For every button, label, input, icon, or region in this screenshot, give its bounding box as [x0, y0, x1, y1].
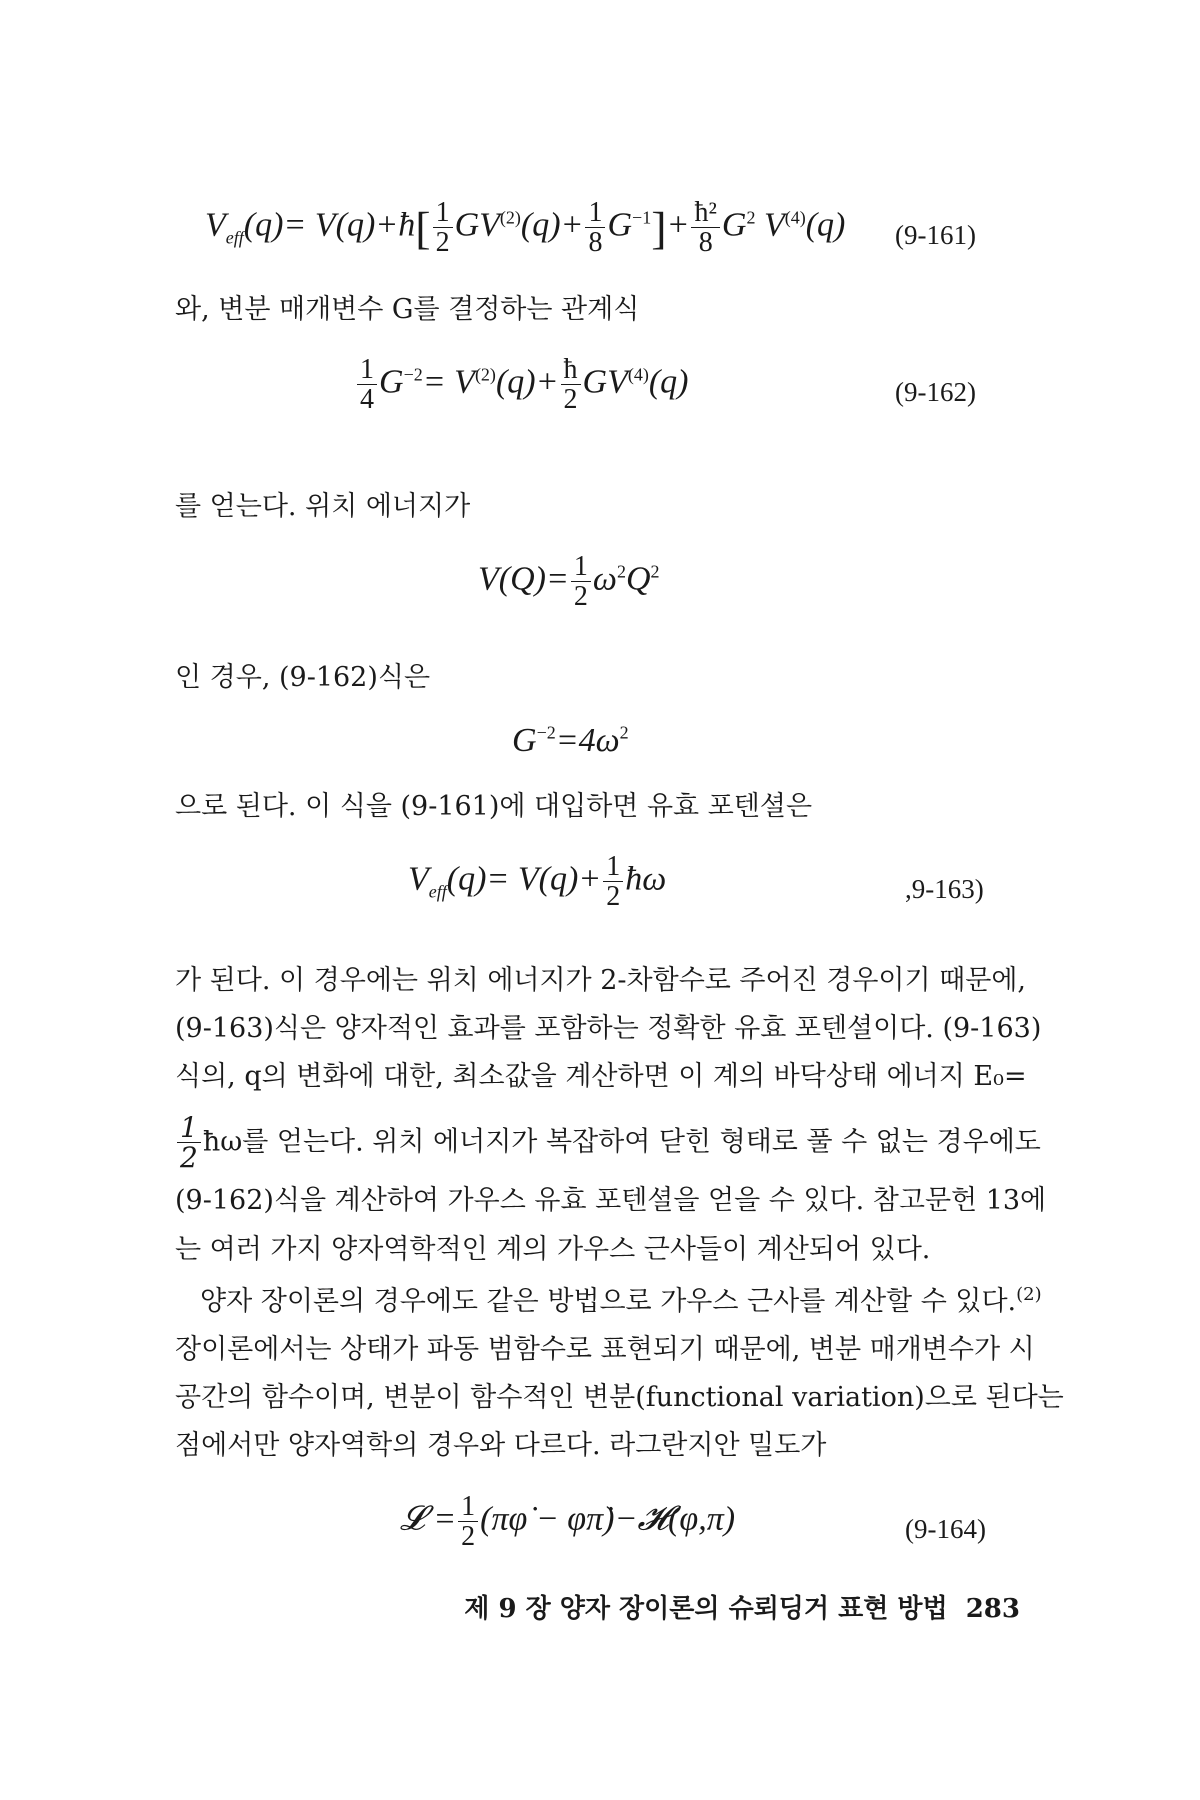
eq-fraction: [691, 198, 719, 258]
fraction-numerator: ħ²: [691, 198, 719, 228]
body-text-line: [175, 1111, 1041, 1175]
eq-number-value: 9-163): [911, 874, 984, 904]
fraction-denominator: 2: [563, 384, 578, 416]
equation-9-164-body: [400, 1492, 735, 1552]
eq-superscript: −2: [536, 722, 556, 743]
inline-fraction: [177, 1113, 201, 1173]
equation-number: (9-164): [905, 1514, 986, 1544]
eq-term: (q)= V(q)+ħ: [243, 206, 416, 244]
body-text-line: 인 경우, (9-162)식은: [175, 662, 431, 693]
fraction-denominator: 4: [360, 384, 374, 416]
chapter-title: 제 9 장 양자 장이론의 슈뢰딩거 표현 방법: [464, 1594, 948, 1624]
eq-fraction: [458, 1492, 478, 1552]
eq-term: (πφ̇ − φπ̇)−𝓗(φ,π): [480, 1500, 736, 1538]
eq-term: Q: [625, 560, 651, 598]
eq-term: (q)= V(q)+: [446, 860, 602, 898]
eq-fraction: [433, 198, 453, 258]
equation-number: (9-161): [895, 220, 976, 250]
fraction-numerator: 1: [357, 355, 377, 385]
eq-superscript: (4): [627, 364, 649, 385]
eq-fraction: [603, 852, 623, 912]
body-text-line: 와, 변분 매개변수 G를 결정하는 관계식: [175, 294, 640, 325]
eq-number-prefix: ,: [905, 874, 912, 904]
eq-subscript: eff: [428, 881, 447, 902]
eq-term: (q): [805, 206, 846, 244]
eq-term: ħω: [625, 860, 667, 898]
equation-g-body: [512, 722, 629, 760]
equation-number: [905, 874, 984, 905]
fraction-denominator: 8: [588, 227, 603, 259]
eq-subscript: eff: [225, 227, 244, 248]
eq-fraction: [357, 355, 377, 415]
running-footer: [464, 1588, 1020, 1625]
eq-fraction: [585, 198, 605, 258]
eq-term: GV: [454, 206, 500, 244]
eq-fraction: [571, 552, 591, 612]
body-text-span: 양자 장이론의 경우에도 같은 방법으로 가우스 근사를 계산할 수 있다.: [200, 1286, 1017, 1317]
fraction-numerator: 1: [177, 1113, 201, 1143]
fraction-denominator: 2: [606, 881, 621, 913]
fraction-denominator: 2: [461, 1521, 476, 1553]
eq-term: =4ω: [555, 722, 620, 759]
fraction-numerator: 1: [458, 1492, 478, 1522]
equation-9-162-body: [355, 355, 689, 415]
eq-term: V: [408, 860, 429, 898]
fraction-numerator: 1: [571, 552, 591, 582]
eq-fraction: [561, 355, 581, 415]
eq-term: (q)+: [495, 363, 559, 401]
body-text-line: 공간의 함수이며, 변분이 함수적인 변분(functional variation)으로 된다는: [175, 1382, 1064, 1413]
right-bracket: ]: [651, 202, 667, 254]
body-text-line: 장이론에서는 상태가 파동 범함수로 표현되기 때문에, 변분 매개변수가 시: [175, 1334, 1035, 1365]
eq-term: G: [512, 722, 537, 759]
eq-term: G: [379, 363, 404, 401]
fraction-numerator: ħ: [561, 355, 581, 385]
equation-9-163-body: [408, 852, 666, 912]
eq-superscript: 2: [650, 561, 660, 582]
left-bracket: [: [415, 202, 431, 254]
fraction-denominator: 8: [698, 227, 713, 259]
eq-term: 𝓛 =: [400, 1500, 457, 1538]
equation-potential-body: [478, 552, 660, 612]
body-text-line: 점에서만 양자역학의 경우와 다르다. 라그란지안 밀도가: [175, 1430, 827, 1461]
eq-term: G: [607, 206, 633, 244]
body-text-line: (9-163)식은 양자적인 효과를 포함하는 정확한 유효 포텐셜이다. (9-163): [175, 1013, 1042, 1044]
eq-superscript: (2): [499, 207, 521, 228]
body-text-line: 는 여러 가지 양자역학적인 계의 가우스 근사들이 계산되어 있다.: [175, 1234, 931, 1265]
eq-term: V: [755, 206, 785, 244]
eq-superscript: −2: [403, 364, 423, 385]
body-text-line: [200, 1284, 1042, 1317]
body-text-line: 를 얻는다. 위치 에너지가: [175, 491, 471, 522]
fraction-denominator: 2: [573, 581, 588, 613]
eq-superscript: 2: [616, 561, 626, 582]
eq-term: (q): [648, 363, 689, 401]
page-number: 283: [965, 1594, 1020, 1624]
body-text-line: 으로 된다. 이 식을 (9-161)에 대입하면 유효 포텐셜은: [175, 791, 813, 822]
fraction-denominator: 2: [180, 1141, 198, 1175]
fraction-numerator: 1: [603, 852, 623, 882]
eq-term: (q)+: [520, 206, 584, 244]
eq-term: ω: [592, 560, 617, 598]
body-text-span: ħω를 얻는다. 위치 에너지가 복잡하여 닫힌 형태로 풀 수 없는 경우에도: [202, 1126, 1041, 1158]
body-text-line: 가 된다. 이 경우에는 위치 에너지가 2-차함수로 주어진 경우이기 때문에,: [175, 965, 1027, 996]
eq-superscript: (2): [474, 364, 496, 385]
eq-term: V(Q)=: [478, 560, 569, 598]
eq-superscript: 2: [619, 722, 629, 743]
equation-number: (9-162): [895, 377, 976, 407]
fraction-numerator: 1: [433, 198, 453, 228]
eq-superscript: −1: [632, 207, 652, 228]
equation-9-161-body: [205, 198, 845, 258]
eq-term: V: [205, 206, 226, 244]
body-text-line: (9-162)식을 계산하여 가우스 유효 포텐셜을 얻을 수 있다. 참고문헌 13에: [175, 1185, 1047, 1216]
eq-term: = V: [422, 363, 475, 401]
fraction-denominator: 2: [435, 227, 450, 259]
fraction-numerator: 1: [585, 198, 605, 228]
eq-term: G: [721, 206, 747, 244]
eq-superscript: (4): [784, 207, 806, 228]
eq-superscript: 2: [746, 207, 756, 228]
body-text-line: 식의, q의 변화에 대한, 최소값을 계산하면 이 계의 바닥상태 에너지 E₀=: [175, 1061, 1027, 1092]
reference-mark: (2): [1016, 1284, 1042, 1305]
eq-term: GV: [582, 363, 628, 401]
eq-term: +: [666, 206, 690, 244]
